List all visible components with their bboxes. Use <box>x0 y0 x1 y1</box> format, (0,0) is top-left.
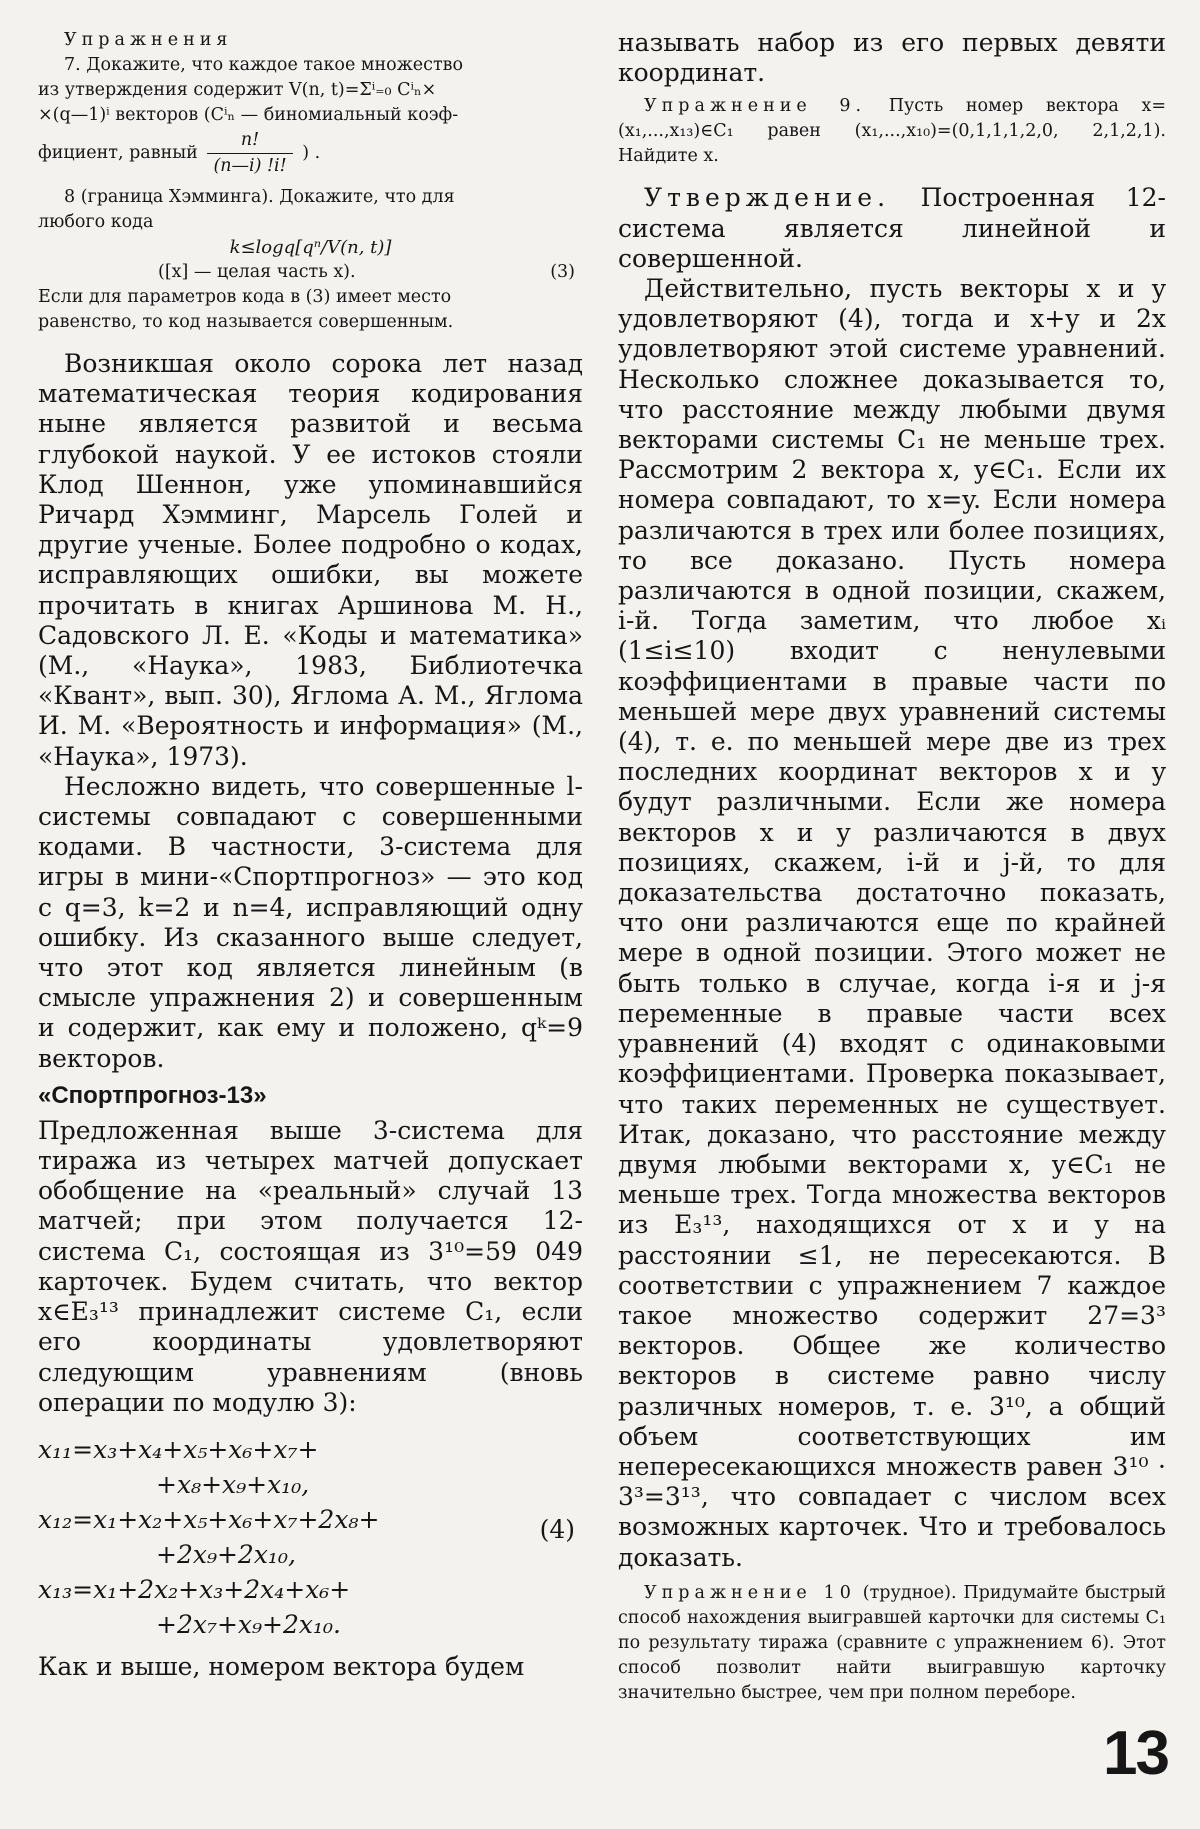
fraction-prefix: фициент, равный <box>38 143 198 163</box>
equation-line: x₁₃=x₁+2x₂+x₃+2x₄+x₆+ <box>38 1574 351 1604</box>
section-title: «Спортпрогноз-13» <box>38 1081 267 1109</box>
main-text-left <box>38 349 583 1074</box>
equation-number-4: (4) <box>539 1514 575 1544</box>
exercises-block <box>38 28 583 335</box>
main-text-left-3 <box>38 1652 583 1682</box>
exercise-10 <box>618 1581 1166 1706</box>
left-column <box>38 28 583 1682</box>
exercise-7-line: ×(q—1)ⁱ векторов (Cⁱₙ — биномиальный коэф- <box>38 105 459 125</box>
exercise-7-fraction-line <box>38 128 583 179</box>
binomial-fraction <box>207 128 292 179</box>
page-number: 13 <box>1103 1719 1168 1788</box>
exercise-8-line: 8 (граница Хэмминга). Докажите, что для <box>64 187 455 207</box>
equation-line: +2x₇+x₉+2x₁₀. <box>156 1609 341 1639</box>
exercises-heading: Упражнения <box>64 30 233 50</box>
paragraph-generalization: Предложенная выше 3-система для тиража из четырех матчей допускает обобщение на «реальный» случай 13 матчей; при этом получается 12-система C₁, состоящая из 3¹⁰=59 049 карточек. Будем считать, что вектор x∈E₃¹³ принадлежит системе C₁, если его координаты удовлетворяют следующим уравнениям (вновь операции по модулю 3): <box>38 1115 583 1417</box>
exercise-7-line: из утверждения содержит V(n, t)=Σⁱ₌₀ Cⁱₙ× <box>38 80 437 100</box>
right-column <box>618 28 1166 1706</box>
fraction-numerator: n! <box>207 128 292 154</box>
fraction-suffix: ) . <box>302 143 321 163</box>
main-text-right <box>618 28 1166 88</box>
exercise-8-line: Если для параметров кода в (3) имеет место <box>38 287 452 307</box>
integer-part-note: ([x] — целая часть x). <box>158 262 356 282</box>
equation-line: x₁₂=x₁+x₂+x₅+x₆+x₇+2x₈+ <box>38 1504 380 1534</box>
main-text-right-2 <box>618 183 1166 1572</box>
exercise-7-line: 7. Докажите, что каждое такое множество <box>64 55 464 75</box>
exercise-9-text: Пусть номер вектора x=(x₁,...,x₁₃)∈C₁ равен (x₁,...,x₁₀)=(0,1,1,1,2,0, 2,1,2,1). Найдите x. <box>618 96 1166 167</box>
claim-heading: Утверждение. <box>644 183 891 213</box>
paragraph-proof: Действительно, пусть векторы x и y удовлетворяют (4), тогда и x+y и 2x удовлетворяют этой системе уравнений. Несколько сложнее доказывается то, что расстояние между любыми двумя векторами системы C₁ не меньше трех. Рассмотрим 2 вектора x, y∈C₁. Если их номера совпадают, то x=y. Если номера различаются в трех или более позициях, то все доказано. Пусть номера различаются в одной позиции, скажем, i-й. Тогда заметим, что любое xᵢ (1≤i≤10) входит с ненулевыми коэффициентами в правые части по меньшей мере двух уравнений системы (4), т. е. по меньшей мере две из трех последних координат векторов x и y будут различными. Если же номера векторов x и y различаются в двух позициях, скажем, i-й и j-й, то для доказательства достаточно показать, что они различаются еще по крайней мере в одной позиции. Этого может не быть только в случае, когда i-я и j-я переменные в правые части всех уравнений (4) входят с одинаковыми коэффициентами. Проверка показывает, что таких переменных не существует. Итак, доказано, что расстояние между двумя любыми векторами x, y∈C₁ не меньше трех. Тогда множества векторов из E₃¹³, находящихся от x и y на расстоянии ≤1, не пересекаются. В соответствии с упражнением 7 каждое такое множество содержит 27=3³ векторов. Общее же количество векторов в системе равно числу различных номеров, т. е. 3¹⁰, а общий объем соответствующих им непересекающихся множеств равен 3¹⁰ · 3³=3¹³, что совпадает с числом всех возможных карточек. Что и требовалось доказать. <box>618 274 1166 1572</box>
exercise-9 <box>618 94 1166 169</box>
main-text-left-2 <box>38 1116 583 1418</box>
exercise-8-line: любого кода <box>38 212 154 232</box>
equation-line: +2x₉+2x₁₀, <box>156 1539 296 1569</box>
paragraph-vector-number: Как и выше, номером вектора будем <box>38 1651 525 1681</box>
hamming-bound-formula: k≤logq[qⁿ/V(n, t)] <box>229 237 392 258</box>
paragraph-perfect-systems: Несложно видеть, что совершенные l-системы совпадают с совершенными кодами. В частности, 3-система для игры в мини-«Спортпрогноз» — это код с q=3, k=2 и n=4, исправляющий одну ошибку. Из сказанного выше следует, что этот код является линейным (в смысле упражнения 2) и совершенным и содержит, как ему и положено, qᵏ=9 векторов. <box>38 771 583 1073</box>
equation-system-4 <box>38 1432 583 1642</box>
paragraph-history: Возникшая около сорока лет назад математическая теория кодирования ныне является развитой и весьма глубокой наукой. У ее истоков стояли Клод Шеннон, уже упоминавшийся Ричард Хэмминг, Марсель Голей и другие ученые. Более подробно о кодах, исправляющих ошибки, вы можете прочитать в книгах Аршинова М. Н., Садовского Л. Е. «Коды и математика» (М., «Наука», 1983, Библиотечка «Квант», вып. 30), Яглома А. М., Яглома И. М. «Вероятность и информация» (М., «Наука», 1973). <box>38 349 583 771</box>
claim-text: Построенная 12-система является линейной и совершенной. <box>618 183 1166 273</box>
exercise-8-line: равенство, то код называется совершенным. <box>38 312 454 332</box>
formula-3-row <box>38 260 583 285</box>
paragraph-continuation: называть набор из его первых девяти координат. <box>618 28 1166 88</box>
equation-line: +x₈+x₉+x₁₀, <box>156 1469 310 1499</box>
exercise-10-text: (трудное). Придумайте быстрый способ нахождения выигравшей карточки для системы C₁ по результату тиража (сравните с упражнением 6). Этот способ позволит найти выигравшую карточку значительно быстрее, чем при полном переборе. <box>618 1582 1166 1703</box>
exercise-10-heading: Упражнение 10 <box>644 1582 856 1603</box>
exercise-9-heading: Упражнение 9. <box>644 96 867 117</box>
equation-number-3: (3) <box>550 262 575 282</box>
equation-line: x₁₁=x₃+x₄+x₅+x₆+x₇+ <box>38 1434 319 1464</box>
fraction-denominator: (n—i) !i! <box>213 156 287 176</box>
